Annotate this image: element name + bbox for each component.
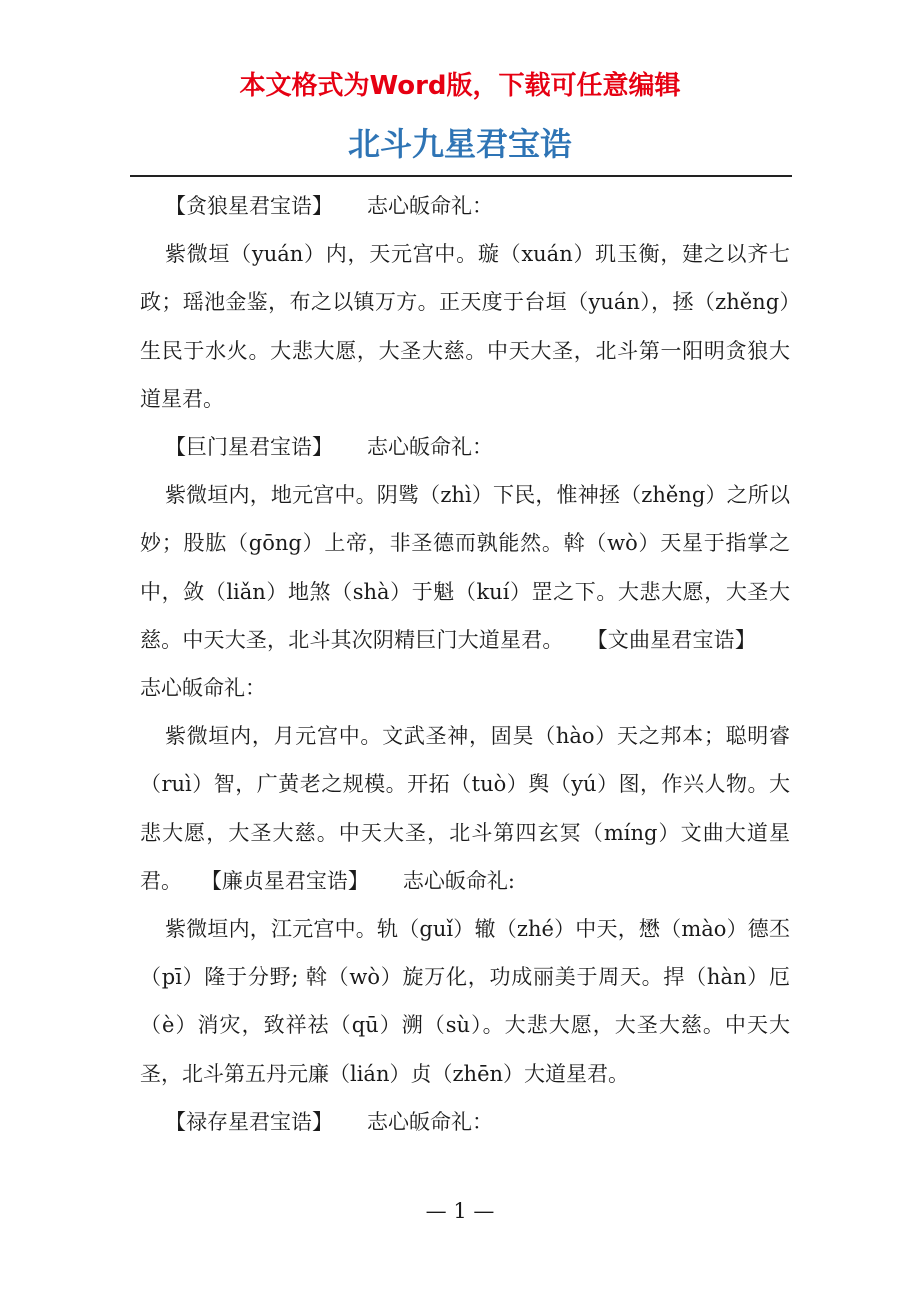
section-salute: 志心皈命礼：: [367, 1109, 493, 1134]
section-body-text: 紫微垣内，地元宫中。阴骘（zhì）下民，惟神拯（zhěng）之所以妙；股肱（gōng）上帝，非圣德而孰能然。斡（wò）天星于指掌之中，敛（liǎn）地煞（shà）于魁（kuí）罡之下。大悲大愿，大圣大慈。中天大圣，北斗其次阴精巨门大道星君。: [140, 483, 790, 652]
format-notice: 本文格式为Word版，下载可任意编辑: [239, 71, 681, 101]
section-body: [140, 712, 790, 905]
section-body: 紫微垣（yuán）内，天元宫中。璇（xuán）玑玉衡，建之以齐七政；瑶池金鉴，布之以镇万方。正天度于台垣（yuán），拯（zhěng）生民于水火。大悲大愿，大圣大慈。中天大圣，北斗第一阳明贪狼大道星君。: [140, 242, 790, 411]
section-heading: 【禄存星君宝诰】: [165, 1109, 333, 1134]
document-title: 北斗九星君宝诰: [347, 125, 572, 163]
section-body: 紫微垣内，江元宫中。轨（guǐ）辙（zhé）中天，懋（mào）德丕（pī）隆于分野; 斡（wò）旋万化，功成丽美于周天。捍（hàn）厄（è）消灾，致祥祛（qū）溯（sù）。大悲大愿，大圣大慈。中天大圣，北斗第五丹元廉（lián）贞（zhēn）大道星君。: [140, 917, 790, 1086]
section-salute: 志心皈命礼：: [367, 194, 493, 218]
section-heading: 【廉贞星君宝诰】: [211, 868, 369, 893]
title-divider: [130, 175, 792, 177]
section-salute: 志心皈命礼：: [367, 435, 493, 460]
section-heading-line: [140, 423, 790, 471]
section-salute: 志心皈命礼：: [140, 676, 266, 701]
section-body-text: 紫微垣内，月元宫中。文武圣神，固昊（hào）天之邦本；聪明睿（ruì）智，广黄老之规模。开拓（tuò）舆（yú）图，作兴人物。大悲大愿，大圣大慈。中天大圣，北斗第四玄冥（míng）文曲大道星君。: [140, 724, 790, 893]
page-number: — 1 —: [425, 1199, 495, 1223]
section-heading: 【贪狼星君宝诰】: [165, 194, 333, 218]
section-heading-line: [140, 1098, 790, 1146]
section-heading: 【巨门星君宝诰】: [165, 435, 333, 460]
section-heading-line: [140, 182, 790, 230]
section-salute: 志心皈命礼:: [402, 868, 515, 893]
section-body: [140, 471, 790, 712]
section-heading: 【文曲星君宝诰】: [597, 627, 757, 652]
document-body: [140, 182, 790, 1146]
